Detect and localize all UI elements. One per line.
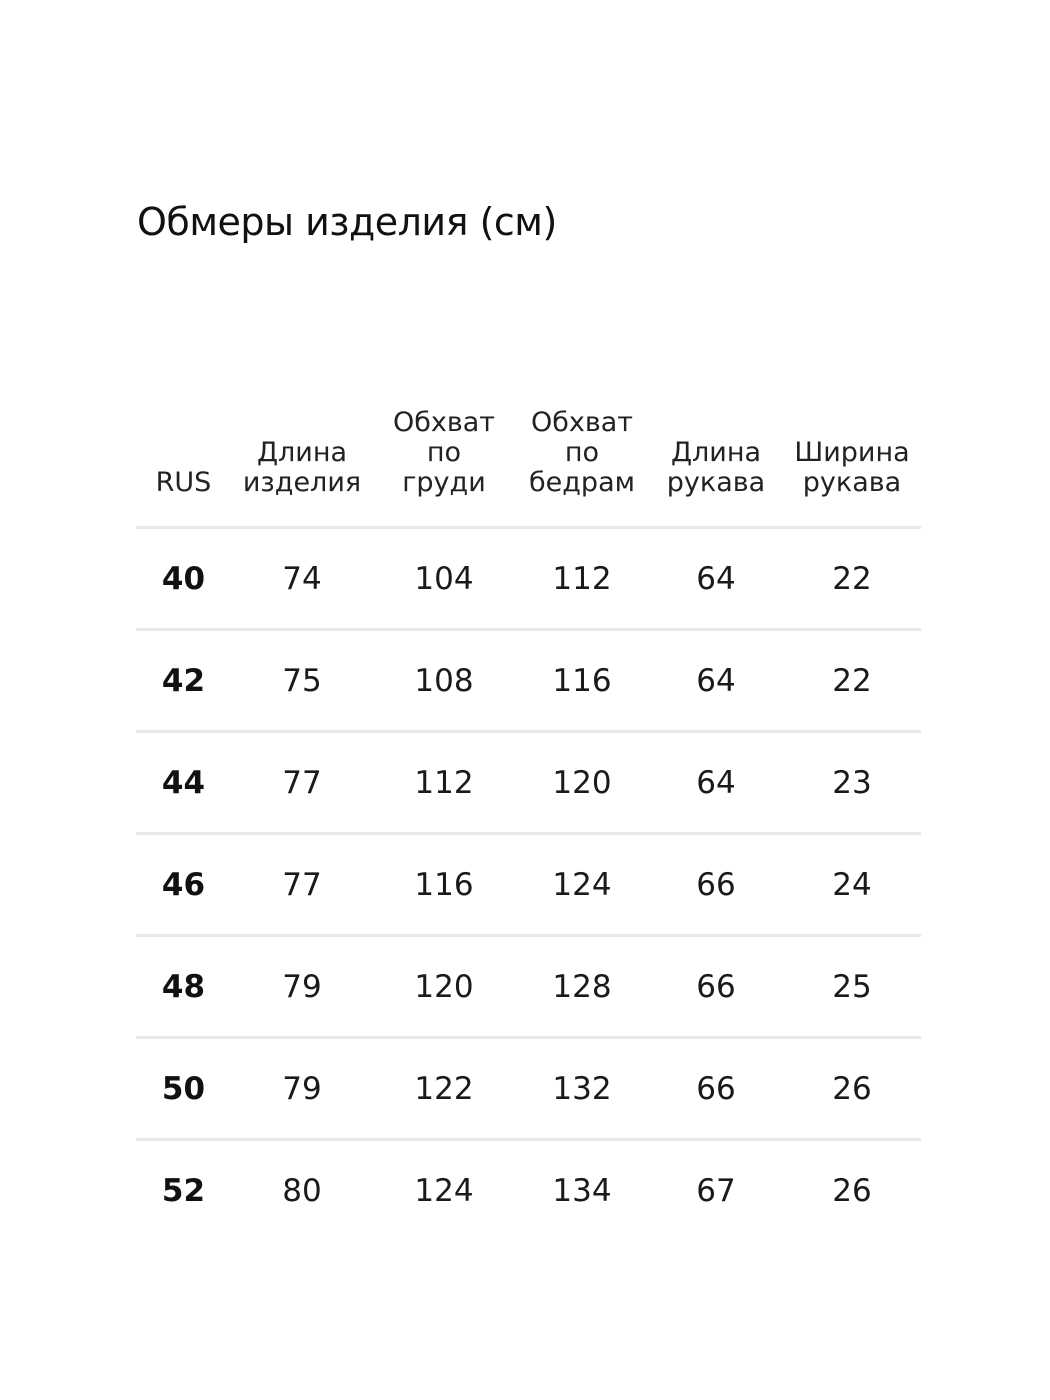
item-length-cell: 77 bbox=[282, 764, 322, 801]
header-sleeve-length bbox=[649, 438, 783, 498]
header-line: Длина bbox=[256, 437, 348, 468]
size-cell: 46 bbox=[161, 866, 206, 903]
table-row bbox=[136, 835, 921, 937]
sleeve-width-cell: 24 bbox=[832, 866, 872, 903]
size-cell: 40 bbox=[161, 560, 206, 597]
item-length-cell: 80 bbox=[282, 1172, 322, 1209]
header-item-length bbox=[231, 438, 373, 498]
header-rus bbox=[136, 468, 231, 498]
item-length-cell: 75 bbox=[282, 662, 322, 699]
item-length-cell: 79 bbox=[282, 1070, 322, 1107]
page-title: Обмеры изделия (см) bbox=[137, 200, 557, 244]
table-row bbox=[136, 733, 921, 835]
header-line: по bbox=[426, 437, 462, 468]
table-header-row bbox=[136, 395, 921, 529]
sleeve-width-cell: 26 bbox=[832, 1070, 872, 1107]
sleeve-length-cell: 64 bbox=[696, 560, 736, 597]
header-sleeve-width bbox=[783, 438, 921, 498]
chest-girth-cell: 120 bbox=[414, 968, 474, 1005]
size-chart-table bbox=[136, 395, 921, 1240]
size-cell: 44 bbox=[161, 764, 206, 801]
sleeve-length-cell: 66 bbox=[696, 968, 736, 1005]
hip-girth-cell: 124 bbox=[552, 866, 612, 903]
table-row bbox=[136, 937, 921, 1039]
header-line: груди bbox=[402, 467, 486, 498]
hip-girth-cell: 112 bbox=[552, 560, 612, 597]
hip-girth-cell: 128 bbox=[552, 968, 612, 1005]
header-line: Длина bbox=[670, 437, 762, 468]
sleeve-length-cell: 67 bbox=[696, 1172, 736, 1209]
header-line: по bbox=[564, 437, 600, 468]
chest-girth-cell: 122 bbox=[414, 1070, 474, 1107]
item-length-cell: 77 bbox=[282, 866, 322, 903]
sleeve-width-cell: 22 bbox=[832, 560, 872, 597]
header-line: Обхват bbox=[392, 407, 496, 438]
hip-girth-cell: 120 bbox=[552, 764, 612, 801]
hip-girth-cell: 134 bbox=[552, 1172, 612, 1209]
table-row bbox=[136, 1141, 921, 1240]
hip-girth-cell: 132 bbox=[552, 1070, 612, 1107]
table-row bbox=[136, 529, 921, 631]
chest-girth-cell: 112 bbox=[414, 764, 474, 801]
table-row bbox=[136, 1039, 921, 1141]
size-cell: 42 bbox=[161, 662, 206, 699]
header-line: Обхват bbox=[530, 407, 634, 438]
size-cell: 50 bbox=[161, 1070, 206, 1107]
chest-girth-cell: 104 bbox=[414, 560, 474, 597]
table-row bbox=[136, 631, 921, 733]
header-line: RUS bbox=[155, 467, 212, 498]
hip-girth-cell: 116 bbox=[552, 662, 612, 699]
header-line: рукава bbox=[666, 467, 766, 498]
sleeve-length-cell: 66 bbox=[696, 866, 736, 903]
size-cell: 52 bbox=[161, 1172, 206, 1209]
header-line: бедрам bbox=[529, 467, 635, 498]
sleeve-length-cell: 64 bbox=[696, 662, 736, 699]
sleeve-width-cell: 22 bbox=[832, 662, 872, 699]
header-chest-girth bbox=[373, 408, 515, 498]
sleeve-width-cell: 25 bbox=[832, 968, 872, 1005]
item-length-cell: 74 bbox=[282, 560, 322, 597]
size-cell: 48 bbox=[161, 968, 206, 1005]
header-line: изделия bbox=[242, 467, 362, 498]
chest-girth-cell: 124 bbox=[414, 1172, 474, 1209]
sleeve-length-cell: 66 bbox=[696, 1070, 736, 1107]
sleeve-width-cell: 26 bbox=[832, 1172, 872, 1209]
header-line: Ширина bbox=[794, 437, 910, 468]
header-line: рукава bbox=[802, 467, 902, 498]
sleeve-length-cell: 64 bbox=[696, 764, 736, 801]
sleeve-width-cell: 23 bbox=[832, 764, 872, 801]
item-length-cell: 79 bbox=[282, 968, 322, 1005]
chest-girth-cell: 116 bbox=[414, 866, 474, 903]
header-hip-girth bbox=[515, 408, 649, 498]
chest-girth-cell: 108 bbox=[414, 662, 474, 699]
